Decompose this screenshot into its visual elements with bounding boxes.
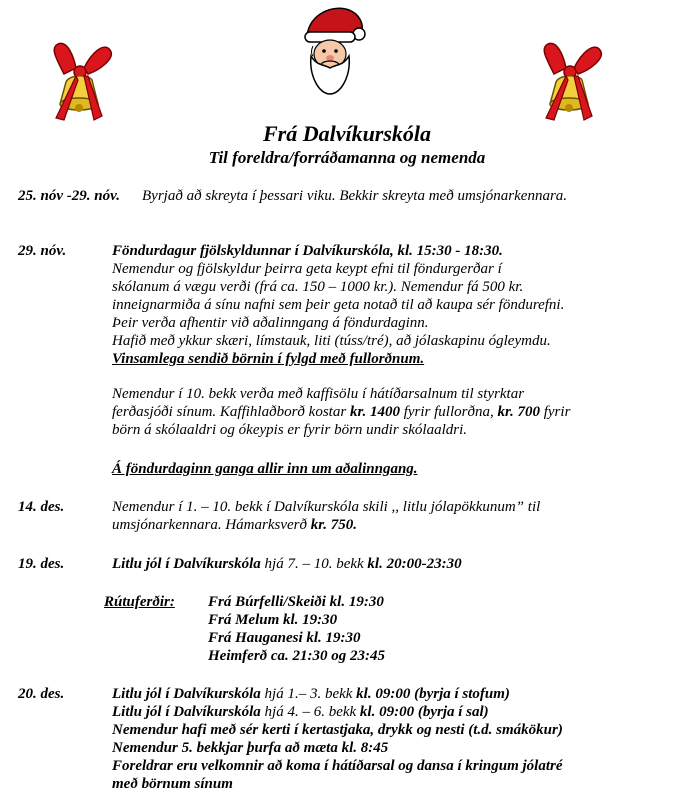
- date-label: 19. des.: [18, 556, 65, 572]
- schedule-text: [112, 685, 510, 703]
- event-time: kl. 09:00 (byrja í sal): [359, 704, 489, 720]
- event-time: kl. 09:00 (byrja í stofum): [356, 686, 510, 702]
- schedule-text: Nemendur 5. bekkjar þurfa að mæta kl. 8:45: [112, 740, 389, 756]
- event-grades: hjá 1.– 3. bekk: [260, 686, 357, 702]
- schedule-text: Hafið með ykkur skæri, límstauk, liti (túss/tré), að jólaskapinu ógleymdu.: [112, 333, 551, 349]
- bell-bow-icon: [538, 40, 608, 122]
- price-text: fyrir: [539, 404, 571, 420]
- schedule-text: Nemendur og fjölskyldur þeirra geta keypt efni til föndurgerðar í: [112, 261, 502, 277]
- schedule-text: Þeir verða afhentir við aðalinngang á föndurdaginn.: [112, 315, 429, 331]
- schedule-text: börn á skólaaldri og ókeypis er fyrir börn undir skólaaldri.: [112, 422, 467, 438]
- schedule-text: [112, 555, 462, 573]
- schedule-text: Nemendur í 10. bekk verða með kaffisölu í hátíðarsalnum til styrktar: [112, 386, 525, 402]
- price-child: kr. 700: [497, 404, 540, 420]
- page-title: Frá Dalvíkurskóla: [262, 121, 432, 146]
- event-grades: hjá 4. – 6. bekk: [260, 704, 360, 720]
- price-adult: kr. 1400: [349, 404, 400, 420]
- price-text: ferðasjóði sínum. Kaffihlaðborð kostar: [112, 404, 350, 420]
- santa-claus-icon: [297, 4, 367, 96]
- date-label: 25. nóv -29. nóv.: [18, 188, 120, 204]
- price-text: fyrir fullorðna,: [399, 404, 498, 420]
- bus-route: Heimferð ca. 21:30 og 23:45: [208, 648, 386, 664]
- event-title: Litlu jól í Dalvíkurskóla: [112, 556, 261, 572]
- notice-text: Á föndurdaginn ganga allir inn um aðalinngang.: [112, 461, 418, 477]
- schedule-text: Foreldrar eru velkomnir að koma í hátíðarsal og dansa í kringum jólatré: [112, 758, 563, 774]
- page-subtitle: Til foreldra/forráðamanna og nemenda: [208, 148, 486, 167]
- bell-bow-icon: [48, 40, 118, 122]
- event-heading-time: kl. 15:30 - 18:30.: [397, 243, 503, 259]
- event-title: Litlu jól í Dalvíkurskóla: [112, 704, 261, 720]
- price-text: umsjónarkennara. Hámarksverð: [112, 517, 311, 533]
- bus-route: Frá Búrfelli/Skeiði kl. 19:30: [208, 594, 384, 610]
- schedule-text: [112, 703, 489, 721]
- date-label: 29. nóv.: [18, 243, 67, 259]
- bus-label: Rútuferðir:: [104, 594, 175, 610]
- bus-route: Frá Hauganesi kl. 19:30: [208, 630, 361, 646]
- event-time: kl. 20:00-23:30: [367, 556, 462, 572]
- schedule-text: Byrjað að skreyta í þessari viku. Bekkir skreyta með umsjónarkennara.: [142, 188, 568, 204]
- event-grades: hjá 7. – 10. bekk: [260, 556, 368, 572]
- notice-text: Vinsamlega sendið börnin í fylgd með fullorðnum.: [112, 351, 425, 367]
- schedule-text: inneignarmiða á sínu nafni sem þeir geta notað til að kaupa sér föndurefni.: [112, 297, 565, 313]
- price-max: kr. 750.: [310, 517, 357, 533]
- event-title: Litlu jól í Dalvíkurskóla: [112, 686, 261, 702]
- bus-route: Frá Melum kl. 19:30: [208, 612, 338, 628]
- schedule-text: [112, 516, 357, 534]
- event-heading: [112, 242, 503, 260]
- schedule-text: skólanum á vægu verði (frá ca. 150 – 1000 kr.). Nemendur fá 500 kr.: [112, 279, 524, 295]
- date-label: 20. des.: [18, 686, 65, 702]
- event-heading-title: Föndurdagur fjölskyldunnar í Dalvíkurskóla,: [112, 243, 398, 259]
- schedule-text: með börnum sínum: [112, 776, 233, 792]
- date-label: 14. des.: [18, 499, 65, 515]
- schedule-text: Nemendur hafi með sér kerti í kertastjaka, drykk og nesti (t.d. smákökur): [112, 722, 563, 738]
- schedule-text: [112, 403, 570, 421]
- schedule-text: Nemendur í 1. – 10. bekk í Dalvíkurskóla skili ,, litlu jólapökkunum” til: [112, 499, 541, 515]
